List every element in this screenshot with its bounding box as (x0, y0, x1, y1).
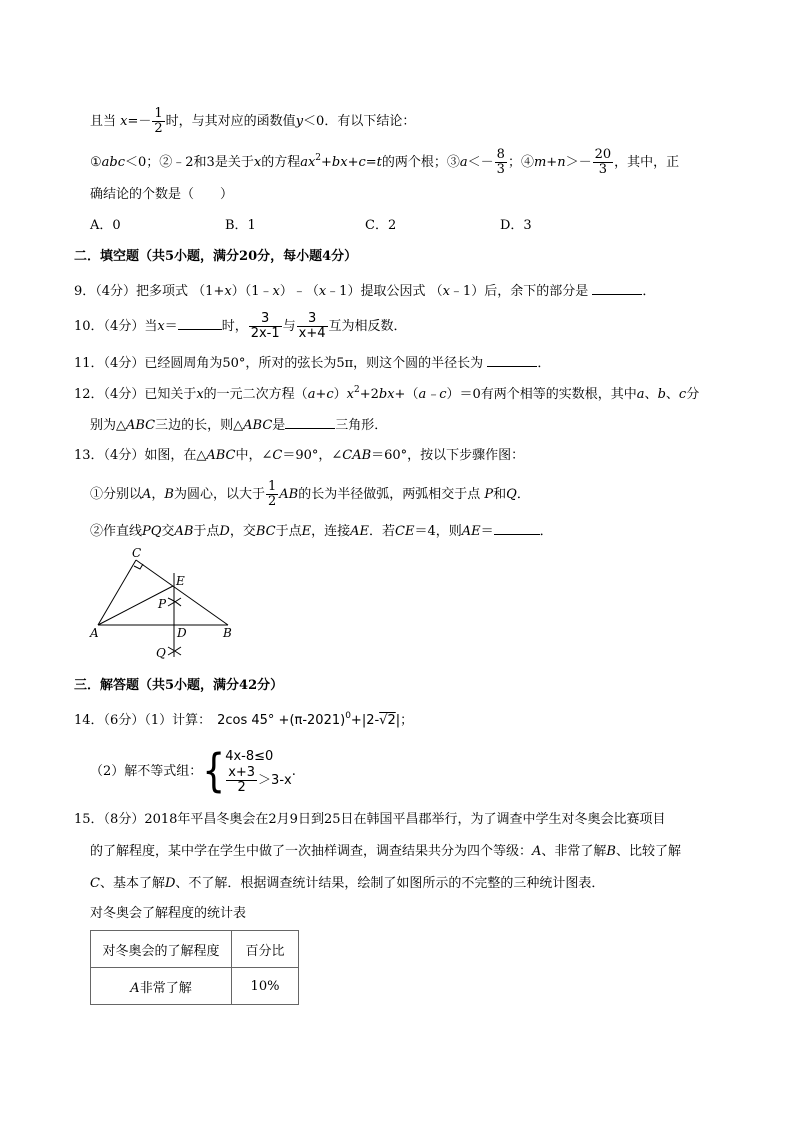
text: ＜0．有以下结论： (303, 114, 416, 129)
text: 时，与其对应的函数值 (165, 114, 296, 129)
var-x: x (120, 114, 128, 129)
fraction-half: $\frac{1}{2}$ (154, 106, 163, 136)
fraction-8-3: $\frac{8}{3}$ (496, 147, 505, 177)
answer-blank[interactable] (178, 315, 222, 330)
q8-condition-line (90, 107, 415, 136)
q15-line2: 的了解程度，某中学在学生中做了一次抽样调查，调查结果共分为四个等级：A、非常了解B、比较了解 (90, 844, 681, 859)
side-cb (136, 560, 228, 625)
q14-part2: （2）解不等式组：{ 4x-8≤0 $\frac{x+3}{2}$ ＞3-x . (90, 745, 296, 797)
label-e: E (176, 574, 185, 588)
q10: 10．（4分）当x＝ 时， $\frac{3}{2x-1}$ 与 $\frac{3}{x+4}$ 互为相反数． (74, 311, 407, 341)
label-a: A (90, 626, 99, 640)
text: 且当 (90, 114, 121, 129)
answer-blank[interactable] (592, 280, 642, 295)
q11: 11．（4分）已经圆周角为50°，所对的弦长为5π，则这个圆的半径长为 ． (74, 352, 550, 374)
cell-level: A非常了解 (91, 968, 232, 1005)
q13-step2: ②作直线PQ交AB于点D，交BC于点E，连接AE．若CE＝4，则AE＝ ． (90, 520, 553, 542)
brace: { (202, 745, 226, 797)
q8-option-d: D．3 (500, 218, 532, 233)
label-p: P (158, 597, 167, 611)
q15-line1: 15．（8分）2018年平昌冬奥会在2月9日到25日在韩国平昌郡举行，为了调查中学生对冬奥会比赛项目 (74, 812, 666, 827)
var-y: y (295, 114, 304, 129)
fraction-3-over-2x-1: $\frac{3}{2x-1}$ (250, 311, 280, 341)
stats-table (90, 930, 299, 1005)
q8-option-a: A．0 (90, 218, 121, 233)
expression: 2cos $45^\circ +(\pi-2021)^0+|2-√2|$； (217, 711, 414, 728)
q13-step1: ①分别以A，B为圆心，以大于 $\frac{1}{2}$ AB的长为半径做弧，两弧相交于点 P和Q． (90, 479, 530, 509)
q9: 9．（4分）把多项式 （1+x）（1﹣x）﹣（x﹣1）提取公因式 （x﹣1）后，余下的部分是 ． (74, 280, 655, 302)
q8-option-c: C．2 (365, 218, 397, 233)
answer-blank[interactable] (285, 414, 335, 429)
label-d: D (177, 626, 187, 640)
q14-part1: 14．（6分）（1）计算： 2cos $45^\circ +(\pi-2021)^0+|2-√2|$； (74, 711, 414, 728)
q8-stem-end: 确结论的个数是（ ） (90, 187, 234, 202)
table-row (91, 931, 299, 968)
q12-line2: 别为△ABC三边的长，则△ABC是 三角形． (90, 414, 387, 436)
header-level: 对冬奥会的了解程度 (91, 931, 232, 968)
right-angle-mark (134, 564, 143, 569)
table-title: 对冬奥会了解程度的统计表 (90, 906, 247, 921)
answer-blank[interactable] (494, 520, 540, 535)
inequality-system: 4x-8≤0 $\frac{x+3}{2}$ ＞3-x (225, 749, 292, 795)
q8-conclusions-line: ①abc＜0；②﹣2和3是关于x的方程$ax^2+bx+c=t$的两个根；③a＜－ $\frac{8}{3}$ ；④m+n＞－ $\frac{20}{3}$ ，其中，正 (90, 147, 680, 177)
triangle-figure (80, 545, 260, 665)
answer-blank[interactable] (487, 352, 537, 367)
section-3-heading: 三．解答题（共5小题，满分42分） (74, 678, 284, 693)
q15-line3: C、基本了解D、不了解．根据调查统计结果，绘制了如图所示的不完整的三种统计图表． (90, 876, 605, 891)
label-c: C (132, 546, 142, 560)
fraction-3-over-x+4: $\frac{3}{x+4}$ (298, 311, 326, 341)
section-2-heading: 二．填空题（共5小题，满分20分，每小题4分） (74, 249, 358, 264)
fraction-20-3: $\frac{20}{3}$ (594, 147, 612, 177)
fraction-half: $\frac{1}{2}$ (268, 479, 277, 509)
q12-line1: 12．（4分）已知关于x的一元二次方程$(a+c)x^2+2bx+(a﹣c)=0$有两个相等的实数根，其中a、b、c分 (74, 385, 700, 402)
label-b: B (223, 626, 232, 640)
q8-option-b: B．1 (225, 218, 256, 233)
q13-stem: 13．（4分）如图，在△ABC中，∠C＝90°，∠CAB＝60°，按以下步骤作图： (74, 448, 525, 463)
header-percent: 百分比 (232, 931, 299, 968)
text: =－ (127, 114, 152, 129)
label-q: Q (156, 646, 166, 660)
table-row (91, 968, 299, 1005)
cell-percent: 10% (232, 968, 299, 1005)
